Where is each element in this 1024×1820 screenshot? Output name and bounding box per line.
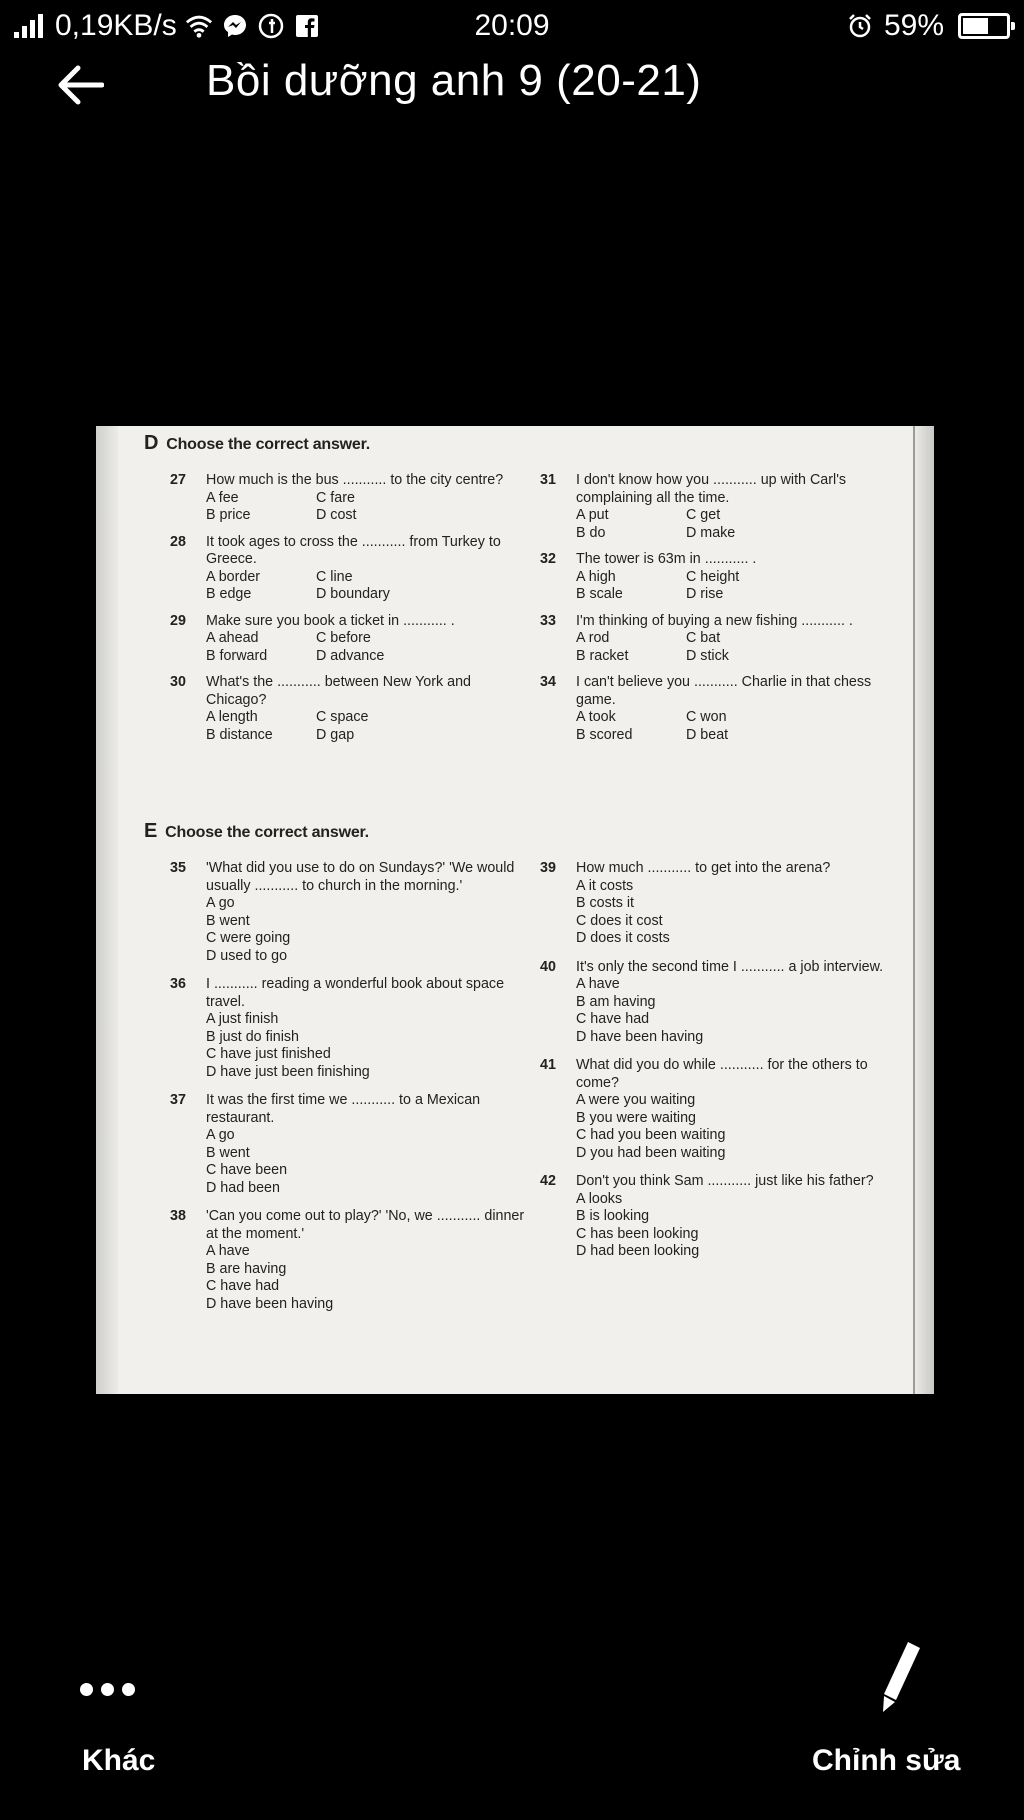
answer-option: D have been having	[206, 1295, 334, 1312]
pencil-icon	[872, 1638, 932, 1718]
answer-option: D you had been waiting	[576, 1144, 726, 1161]
answer-options	[576, 507, 904, 542]
answer-option: C has been looking	[576, 1225, 699, 1242]
answer-options	[576, 878, 904, 948]
answer-option: D had been looking	[576, 1243, 700, 1259]
question-41	[540, 1057, 904, 1162]
answer-option: D cost	[316, 507, 357, 523]
question-number: 33	[540, 612, 556, 629]
more-label[interactable]: Khác	[82, 1744, 156, 1777]
answer-option: A took	[576, 709, 616, 725]
battery-fill	[963, 18, 988, 34]
answer-option: A go	[206, 895, 235, 911]
question-number: 40	[540, 958, 556, 975]
document-image[interactable]	[96, 426, 934, 1394]
question-text: How much is the bus ........... to the city centre?	[206, 472, 504, 488]
answer-option: D have been having	[576, 1028, 704, 1045]
answer-option: D stick	[686, 647, 729, 664]
question-40	[540, 959, 904, 1047]
question-number: 30	[170, 674, 186, 690]
section-d-letter: D	[144, 432, 159, 454]
answer-options	[576, 569, 904, 604]
section-e-questions	[170, 860, 910, 1324]
answer-option: A high	[576, 568, 616, 585]
question-27	[170, 472, 534, 525]
answer-option: A length	[206, 709, 258, 725]
answer-option: C before	[316, 630, 371, 646]
question-text: What's the ........... between New York and Chicago?	[206, 674, 471, 708]
status-time: 20:09	[474, 9, 550, 42]
answer-option: A it costs	[576, 877, 634, 894]
question-number: 37	[170, 1092, 186, 1108]
section-e	[144, 820, 904, 843]
answer-options	[206, 1127, 534, 1197]
question-text: The tower is 63m in ........... .	[576, 551, 757, 567]
more-button[interactable]	[80, 1664, 170, 1714]
status-left	[14, 9, 846, 43]
question-column-left	[170, 860, 534, 1324]
answer-options	[576, 709, 904, 744]
answer-options	[206, 630, 534, 665]
answer-option: A looks	[576, 1190, 623, 1207]
answer-option: B went	[206, 912, 250, 929]
answer-option: A border	[206, 568, 261, 585]
question-number: 38	[170, 1208, 186, 1224]
answer-option: B are having	[206, 1260, 287, 1277]
answer-option: B edge	[206, 586, 252, 602]
answer-option: A go	[206, 1127, 235, 1143]
alarm-icon	[846, 12, 874, 40]
question-39	[540, 860, 904, 948]
answer-option: D boundary	[316, 586, 390, 602]
answer-option: D does it costs	[576, 930, 670, 946]
answer-options	[206, 569, 534, 604]
wifi-icon	[185, 12, 213, 40]
answer-option: D make	[686, 524, 736, 541]
page-edge	[913, 426, 915, 1394]
answer-option: C space	[316, 709, 369, 725]
section-d-questions	[170, 472, 910, 753]
status-bar	[0, 0, 1024, 52]
section-d-instruction: Choose the correct answer.	[166, 436, 371, 453]
answer-option: C does it cost	[576, 912, 663, 929]
answer-option: C won	[686, 709, 727, 725]
answer-option: C have been	[206, 1162, 288, 1178]
answer-option: A have	[576, 976, 620, 992]
answer-option: B costs it	[576, 895, 634, 911]
answer-option: B price	[206, 507, 251, 523]
question-number: 31	[540, 472, 556, 488]
edit-button[interactable]	[872, 1638, 932, 1718]
question-text: It was the first time we ........... to a Mexican restaurant.	[206, 1092, 481, 1126]
answer-option: B forward	[206, 647, 268, 664]
question-text: I ........... reading a wonderful book about space travel.	[206, 976, 505, 1010]
answer-option: B scored	[576, 726, 633, 743]
question-column-right	[540, 860, 904, 1324]
answer-option: C have had	[206, 1278, 280, 1294]
question-text: 'What did you use to do on Sundays?' 'We would usually ........... to church in the morning.'	[206, 860, 515, 894]
question-text: I can't believe you ........... Charlie in that chess game.	[576, 674, 872, 708]
answer-options	[206, 490, 534, 525]
answer-option: D had been	[206, 1179, 280, 1196]
answer-option: C were going	[206, 930, 291, 946]
answer-option: B distance	[206, 726, 273, 743]
battery-percent: 59%	[883, 9, 944, 42]
answer-option: B racket	[576, 647, 629, 664]
section-e-instruction: Choose the correct answer.	[165, 824, 369, 841]
question-number: 36	[170, 976, 186, 992]
question-text: I don't know how you ........... up with Carl's complaining all the time.	[576, 472, 847, 506]
question-38	[170, 1208, 534, 1313]
answer-option: D gap	[316, 726, 355, 743]
title-bar	[0, 52, 1024, 116]
answer-option: B went	[206, 1144, 250, 1161]
back-button[interactable]	[52, 62, 108, 108]
answer-option: C bat	[686, 630, 721, 646]
question-number: 28	[170, 533, 186, 550]
question-column-right	[540, 472, 904, 753]
answer-option: A have	[206, 1243, 250, 1259]
question-number: 27	[170, 472, 186, 488]
answer-option: C height	[686, 568, 740, 585]
question-28	[170, 534, 534, 604]
question-text: Make sure you book a ticket in ........... .	[206, 612, 455, 629]
network-speed: 0,19KB/s	[55, 9, 177, 42]
answer-option: B just do finish	[206, 1028, 299, 1045]
question-35	[170, 860, 534, 965]
answer-option: C fare	[316, 489, 355, 506]
answer-options	[206, 1243, 534, 1313]
answer-options	[206, 709, 534, 744]
status-right	[846, 9, 1010, 43]
question-number: 34	[540, 674, 556, 690]
question-37	[170, 1092, 534, 1197]
bottom-bar	[0, 1620, 1024, 1820]
question-text: How much ........... to get into the arena?	[576, 860, 831, 876]
arrow-left-icon	[56, 65, 104, 105]
question-number: 29	[170, 612, 186, 629]
section-d	[144, 432, 904, 455]
edit-label[interactable]: Chỉnh sửa	[812, 1744, 961, 1777]
question-number: 42	[540, 1173, 556, 1189]
answer-option: A were you waiting	[576, 1092, 696, 1108]
question-number: 41	[540, 1057, 556, 1073]
question-33	[540, 613, 904, 666]
question-number: 35	[170, 860, 186, 876]
answer-option: B you were waiting	[576, 1109, 696, 1126]
section-d-heading	[144, 432, 904, 455]
answer-option: C get	[686, 507, 721, 523]
answer-option: D have just been finishing	[206, 1063, 370, 1080]
answer-option: B is looking	[576, 1208, 650, 1224]
question-column-left	[170, 472, 534, 753]
answer-option: C have just finished	[206, 1046, 331, 1062]
signal-icon	[14, 14, 43, 38]
answer-option: B am having	[576, 993, 656, 1010]
answer-options	[206, 895, 534, 965]
answer-option: D beat	[686, 726, 729, 743]
answer-option: D rise	[686, 586, 724, 602]
question-34	[540, 674, 904, 744]
answer-option: A just finish	[206, 1011, 279, 1027]
answer-option: C line	[316, 568, 353, 585]
vpn-icon	[257, 12, 285, 40]
section-e-heading	[144, 820, 904, 843]
question-32	[540, 551, 904, 604]
more-dots-icon	[80, 1683, 135, 1696]
answer-option: D used to go	[206, 947, 288, 964]
answer-option: A ahead	[206, 630, 259, 646]
page-title: Bồi dưỡng anh 9 (20-21)	[206, 56, 702, 105]
answer-options	[206, 1011, 534, 1081]
facebook-icon	[293, 12, 321, 40]
question-text: It's only the second time I ........... a job interview.	[576, 958, 884, 975]
question-text: It took ages to cross the ........... from Turkey to Greece.	[206, 533, 501, 567]
question-text: What did you do while ........... for the others to come?	[576, 1057, 868, 1091]
answer-option: C have had	[576, 1011, 650, 1027]
answer-option: A put	[576, 507, 609, 523]
answer-option: C had you been waiting	[576, 1127, 726, 1143]
question-text: 'Can you come out to play?' 'No, we ........... dinner at the moment.'	[206, 1208, 525, 1242]
answer-option: A rod	[576, 630, 610, 646]
question-number: 39	[540, 860, 556, 876]
question-42	[540, 1173, 904, 1261]
answer-options	[576, 630, 904, 665]
answer-option: D advance	[316, 647, 385, 664]
answer-options	[576, 1092, 904, 1162]
section-e-letter: E	[144, 820, 158, 842]
answer-options	[576, 976, 904, 1046]
messenger-icon	[221, 12, 249, 40]
question-text: Don't you think Sam ........... just like his father?	[576, 1173, 874, 1189]
question-36	[170, 976, 534, 1081]
battery-icon	[958, 13, 1010, 39]
question-text: I'm thinking of buying a new fishing ........... .	[576, 612, 853, 629]
answer-option: B scale	[576, 586, 623, 602]
answer-option: A fee	[206, 489, 239, 506]
question-30	[170, 674, 534, 744]
answer-option: B do	[576, 524, 606, 541]
question-number: 32	[540, 551, 556, 567]
question-31	[540, 472, 904, 542]
question-29	[170, 613, 534, 666]
answer-options	[576, 1191, 904, 1261]
